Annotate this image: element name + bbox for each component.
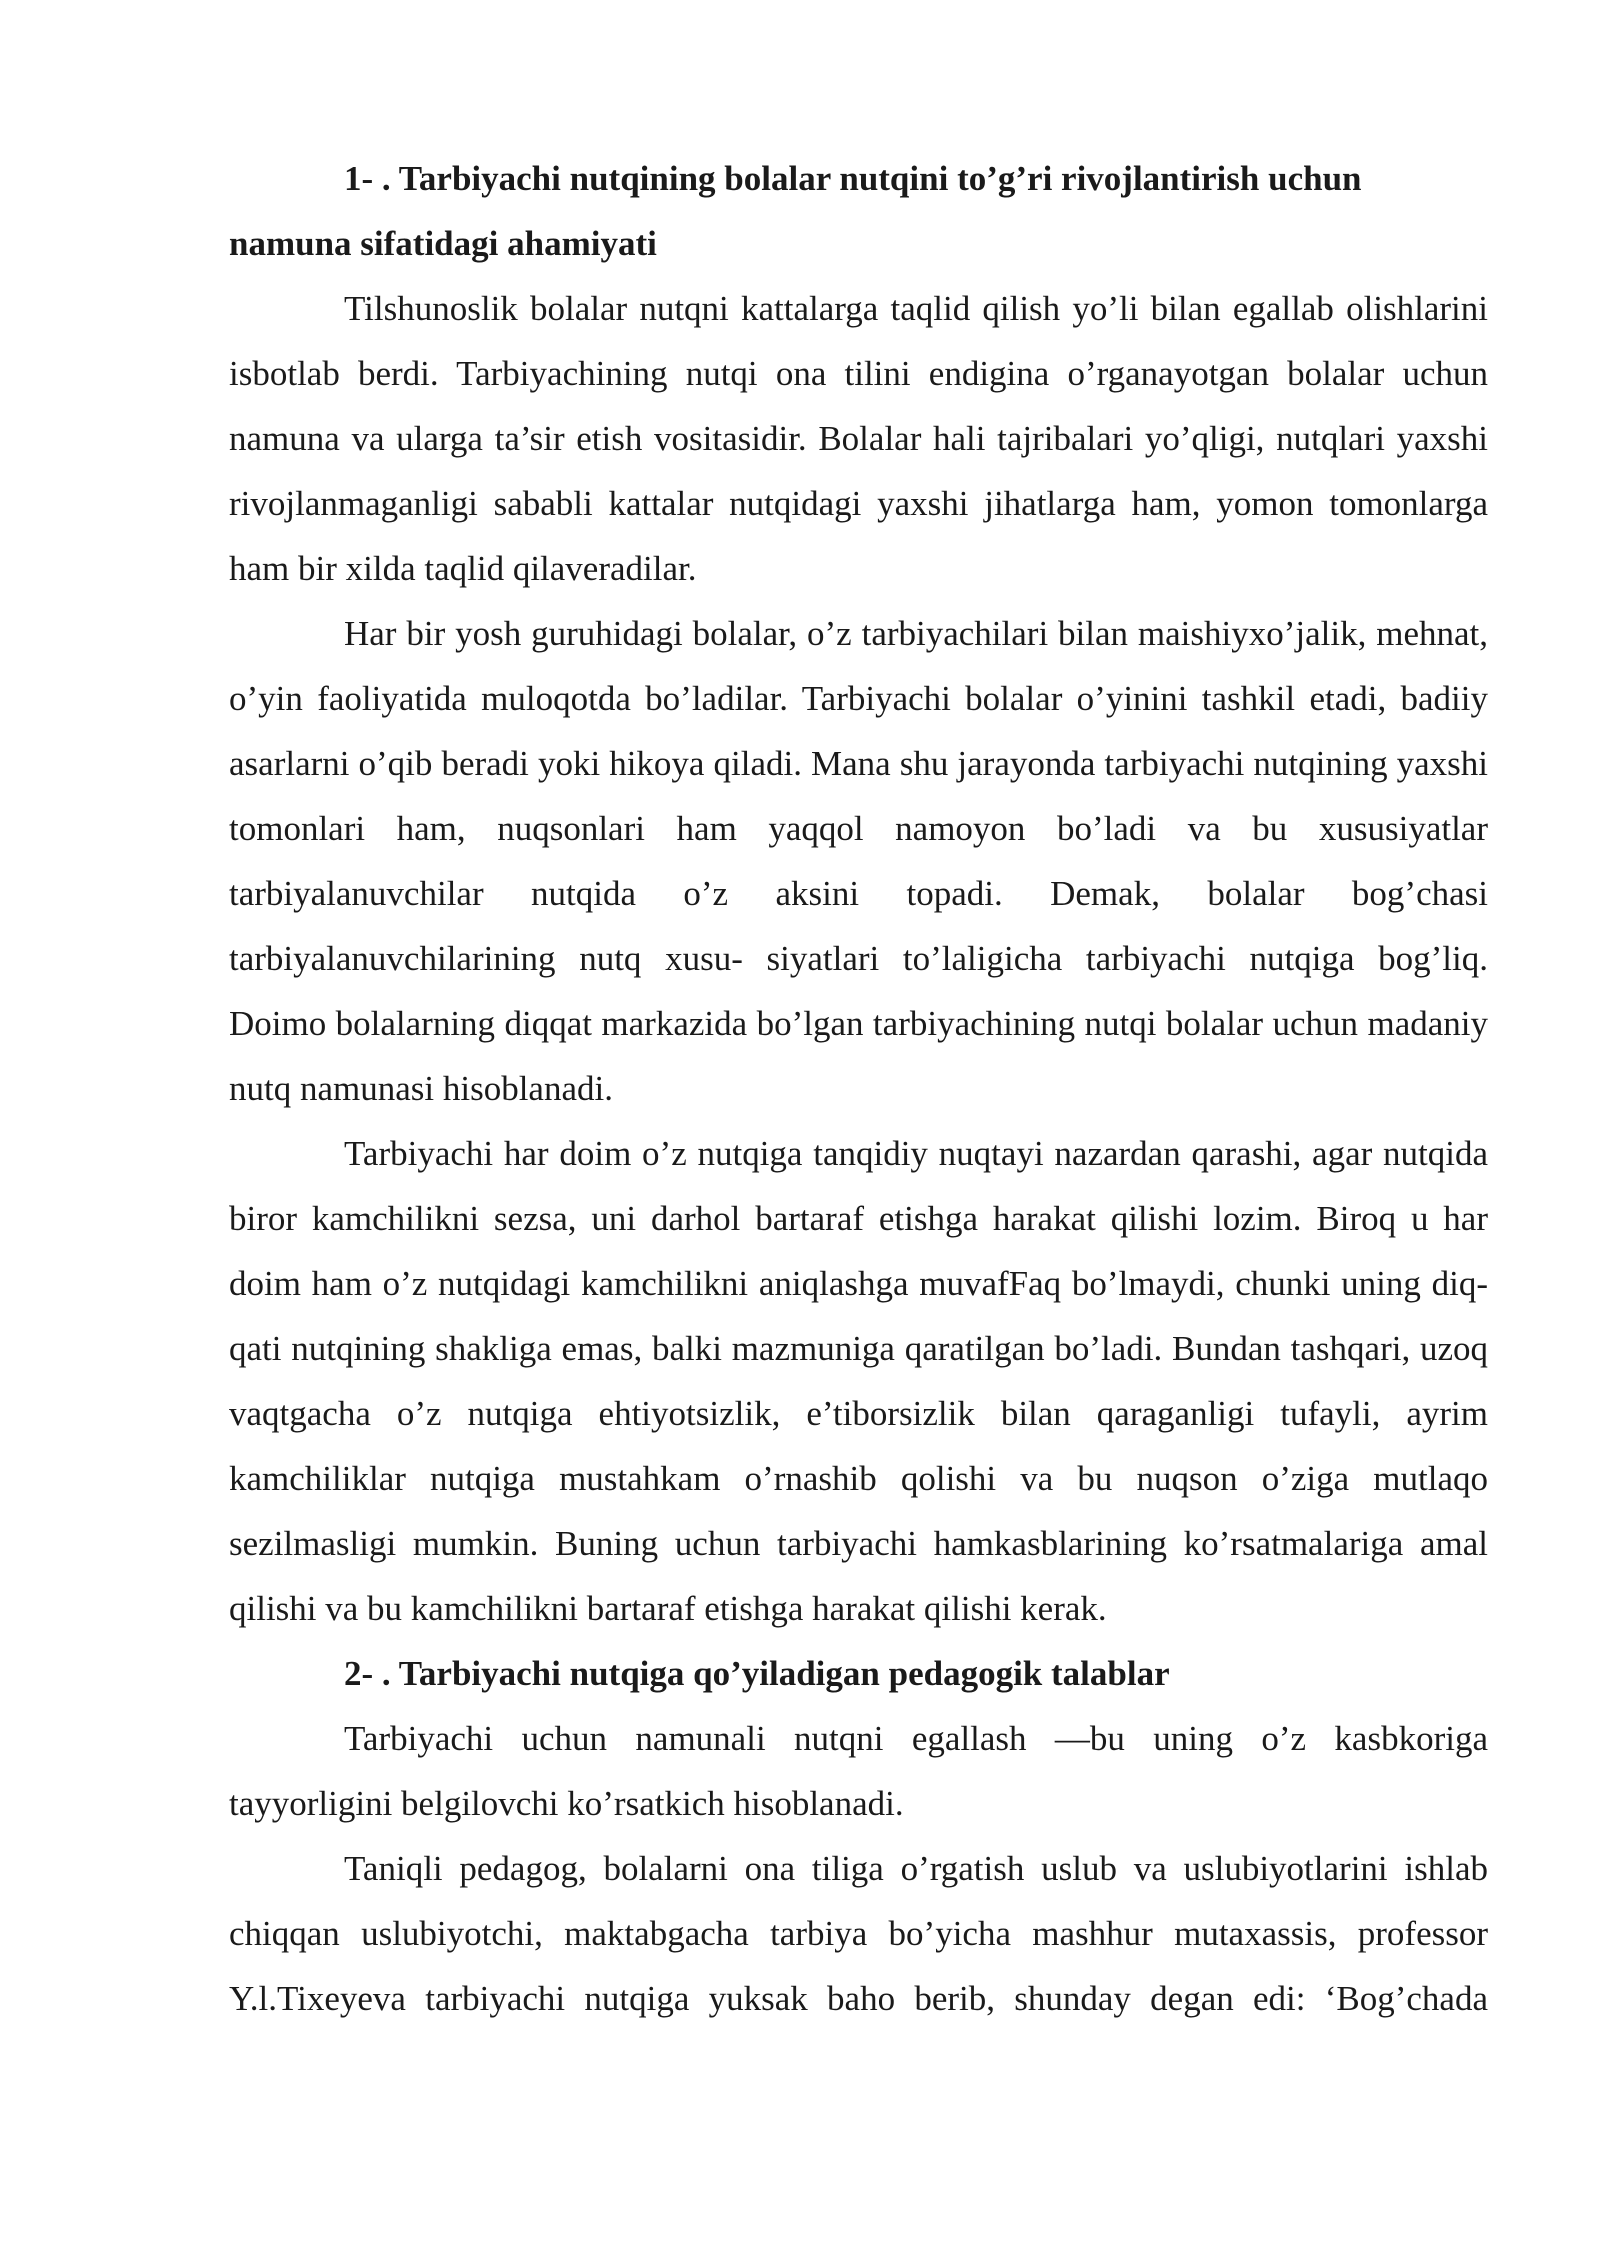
paragraph-3: Tarbiyachi har doim o’z nutqiga tanqidiy nuqtayi nazardan qarashi, agar nutqida biror kamchilikni sezsa, uni darhol bartaraf etishga harakat qilishi lozim. Biroq u har doim ham o’z nutqidagi kamchilikni aniqlashga muvafFaq bo’lmaydi, chunki uning diq- qati nutqining shakliga emas, balki mazmuniga qaratilgan bo’ladi. Bundan tashqari, uzoq vaqtgacha o’z nutqiga ehtiyotsizlik, e’tiborsizlik bilan qaraganligi tufayli, ayrim kamchiliklar nutqiga mustahkam o’rnashib qolishi va bu nuqson o’ziga mutlaqo sezilmasligi mumkin. Buning uchun tarbiyachi hamkasblarining ko’rsatmalariga amal qilishi va bu kamchilikni bartaraf etishga harakat qilishi kerak. (229, 1134, 1488, 1628)
paragraph-5: Taniqli pedagog, bolalarni ona tiliga o’rgatish uslub va uslubiyotlarini ishlab chiqqan uslubiyotchi, maktabgacha tarbiya bo’yicha mashhur mutaxassis, professor Y.l.Tixeyeva tarbiyachi nutqiga yuksak baho berib, shunday degan edi: ‘Bog’chada (229, 1849, 1488, 2018)
paragraph-4: Tarbiyachi uchun namunali nutqni egallash —bu uning o’z kasbkoriga tayyorligini belgilovchi ko’rsatkich hisoblanadi. (229, 1719, 1488, 1823)
paragraph-2: Har bir yosh guruhidagi bolalar, o’z tarbiyachilari bilan maishiyxo’jalik, mehnat, o’yin faoliyatida muloqotda bo’ladilar. Tarbiyachi bolalar o’yinini tashkil etadi, badiiy asarlarni o’qib beradi yoki hikoya qiladi. Mana shu jarayonda tarbiyachi nutqining yaxshi tomonlari ham, nuqsonlari ham yaqqol namoyon bo’ladi va bu xususiyatlar tarbiyalanuvchilar nutqida o’z aksini topadi. Demak, bolalar bog’chasi tarbiyalanuvchilarining nutq xusu- siyatlari to’laligicha tarbiyachi nutqiga bog’liq. Doimo bolalarning diqqat markazida bo’lgan tarbiyachining nutqi bolalar uchun madaniy nutq namunasi hisoblanadi. (229, 614, 1488, 1108)
document-body (229, 146, 1488, 2031)
section-heading-2: 2- . Tarbiyachi nutqiga qo’yiladigan pedagogik talablar (344, 1654, 1170, 1693)
section-heading-1: 1- . Tarbiyachi nutqining bolalar nutqini to’g’ri rivojlantirish uchun namuna sifatidagi ahamiyati (229, 159, 1362, 263)
paragraph-1: Tilshunoslik bolalar nutqni kattalarga taqlid qilish yo’li bilan egallab olishlarini isbotlab berdi. Tarbiyachining nutqi ona tilini endigina o’rganayotgan bolalar uchun namuna va ularga ta’sir etish vositasidir. Bolalar hali tajribalari yo’qligi, nutqlari yaxshi rivojlanmaganligi sababli kattalar nutqidagi yaxshi jihatlarga ham, yomon tomonlarga ham bir xilda taqlid qilaveradilar. (229, 289, 1488, 588)
